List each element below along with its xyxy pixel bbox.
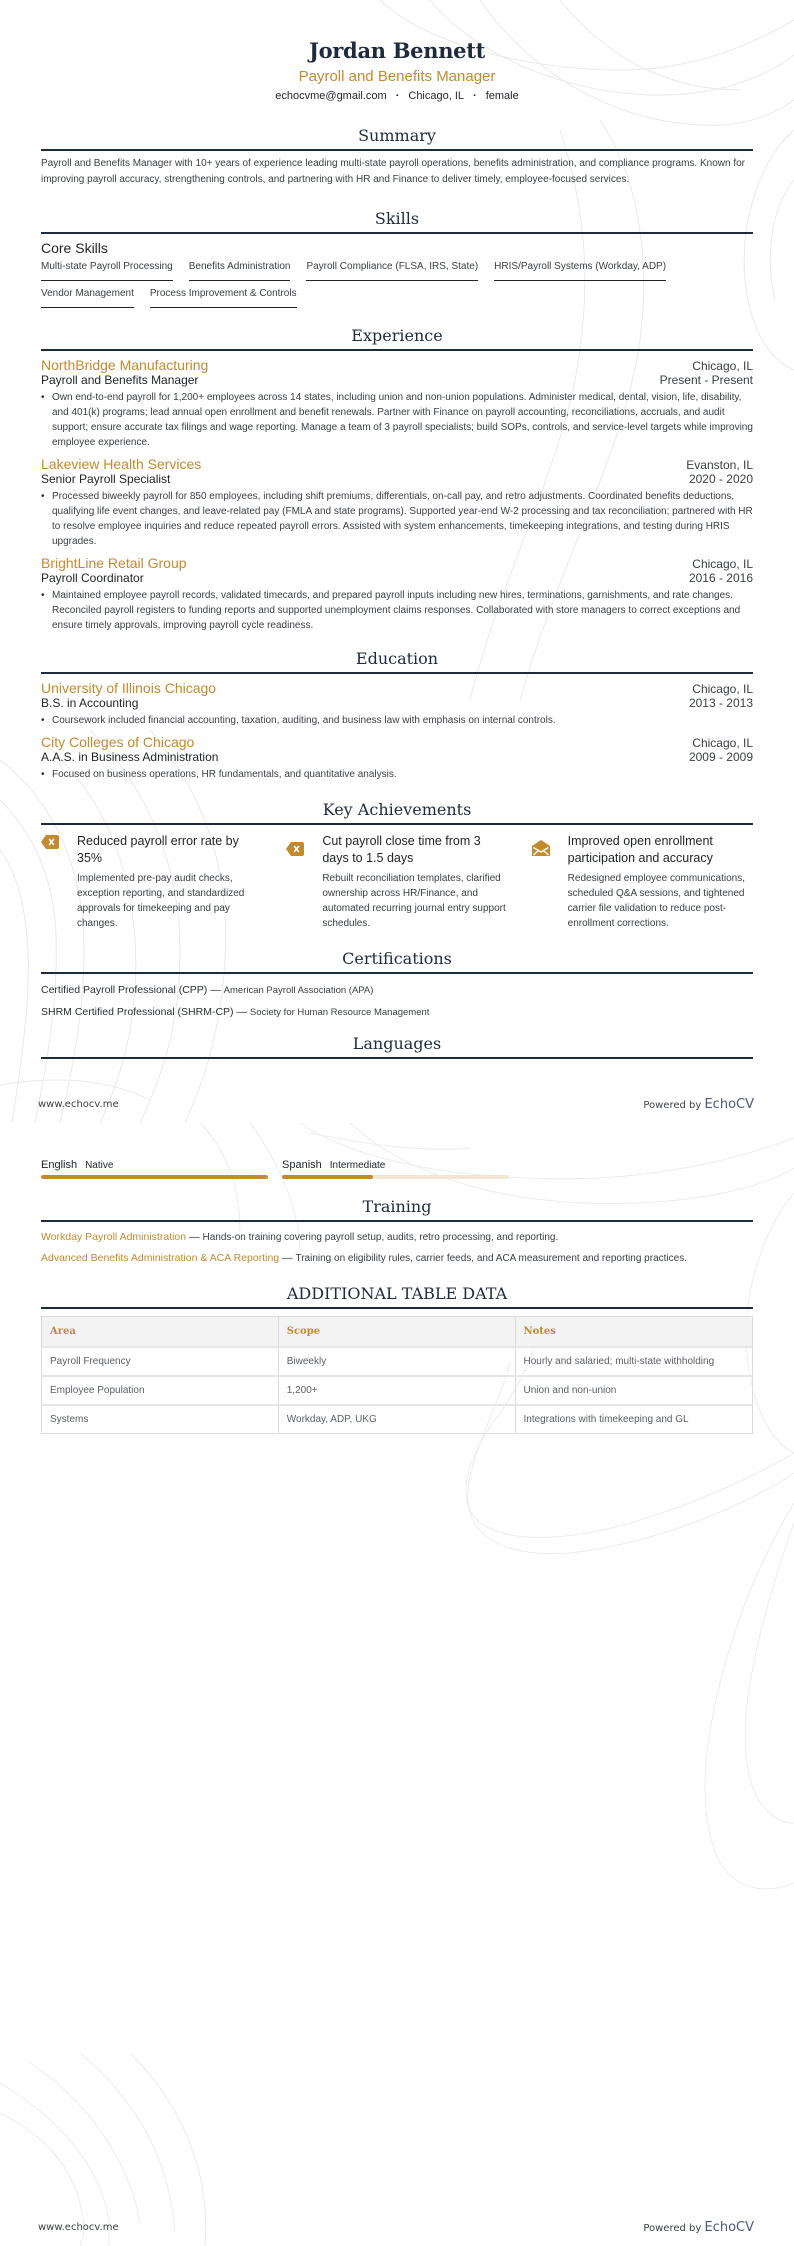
envelope-open-icon	[532, 839, 554, 931]
language-item	[41, 1159, 268, 1179]
skill-tag: Vendor Management	[41, 288, 134, 308]
section-title-achievements: Key Achievements	[41, 800, 753, 825]
experience-entry	[41, 456, 753, 549]
language-level: Native	[85, 1160, 114, 1171]
table-cell: Hourly and salaried; multi-state withholding	[515, 1347, 753, 1376]
achievement-grid	[41, 833, 753, 931]
tag-x-icon	[286, 842, 308, 931]
skill-tag: Process Improvement & Controls	[150, 288, 297, 308]
section-title-training: Training	[41, 1197, 753, 1222]
table-cell: Biweekly	[278, 1347, 515, 1376]
experience-section	[41, 326, 753, 633]
company-name: NorthBridge Manufacturing	[41, 357, 209, 373]
language-proficiency-fill	[41, 1175, 268, 1179]
school-location: Chicago, IL	[692, 736, 753, 750]
school-name: City Colleges of Chicago	[41, 734, 195, 750]
job-location: Evanston, IL	[686, 458, 753, 472]
separator-dot: ·	[473, 90, 477, 102]
job-location: Chicago, IL	[692, 359, 753, 373]
achievement-description: Implemented pre-pay audit checks, exception reporting, and standardized approvals for timekeeping and pay changes.	[77, 873, 245, 929]
table-cell: Integrations with timekeeping and GL	[515, 1405, 753, 1434]
language-proficiency-fill	[282, 1175, 373, 1179]
training-separator: —	[279, 1252, 296, 1264]
certification-name: Certified Payroll Professional (CPP)	[41, 984, 208, 996]
table-row	[42, 1347, 753, 1376]
separator-dot: ·	[395, 90, 400, 102]
training-description: Hands-on training covering payroll setup, audits, retro processing, and reporting.	[202, 1232, 559, 1243]
language-proficiency-bar	[41, 1175, 268, 1179]
achievement-item	[41, 833, 262, 931]
job-description: • Processed biweekly payroll for 850 employees, including shift premiums, differentials, on-call pay, and retro adjustments. Coordinated benefits deductions, qualifying life event changes, and leave-related pay (FMLA and state programs). Supported year-end W-2 processing and tax reconciliation; partnered with HR to resolve employee inquiries and reduce repeated payroll errors. Assisted with system enhancements, timekeeping integrations, and testing during HRIS upgrades.	[41, 489, 753, 549]
section-title-skills: Skills	[41, 209, 753, 234]
section-title-summary: Summary	[41, 126, 753, 151]
achievement-heading: Improved open enrollment participation and accuracy	[567, 834, 713, 865]
contact-location: Chicago, IL	[408, 90, 465, 102]
job-title: Payroll Coordinator	[41, 571, 144, 585]
job-description: • Own end-to-end payroll for 1,200+ employees across 14 states, including union and non-union populations. Administer medical, dental, vision, life, disability, and 401(k) programs; lead annual open enrollment and benefit renewals. Partner with Finance on payroll accounting, reconciliations, accruals, and audit support; ensure accurate tax filings and wage reporting. Manage a team of 3 payroll specialists; build SOPs, controls, and service-level targets while improving employee experience.	[41, 390, 753, 450]
education-description: • Coursework included financial accounting, taxation, auditing, and business law with emphasis on internal controls.	[41, 713, 753, 728]
languages-section-title-block	[41, 1034, 753, 1059]
candidate-name: Jordan Bennett	[308, 38, 486, 63]
powered-by-label: Powered by	[643, 2223, 705, 2234]
achievement-item	[532, 833, 753, 931]
education-entry	[41, 734, 753, 782]
certification-item	[41, 984, 753, 996]
language-list	[41, 1159, 753, 1179]
training-item	[41, 1231, 753, 1243]
degree: B.S. in Accounting	[41, 696, 139, 710]
section-title-certifications: Certifications	[41, 949, 753, 974]
school-name: University of Illinois Chicago	[41, 680, 217, 696]
company-name: BrightLine Retail Group	[41, 555, 187, 571]
contact-email[interactable]: echocvme@gmail.com	[275, 90, 387, 102]
section-title-education: Education	[41, 649, 753, 674]
training-separator: —	[186, 1231, 203, 1243]
job-location: Chicago, IL	[692, 557, 753, 571]
language-name: English	[41, 1159, 78, 1171]
table-cell: Workday, ADP, UKG	[278, 1405, 515, 1434]
certification-separator: —	[233, 1006, 250, 1018]
certification-name: SHRM Certified Professional (SHRM-CP)	[41, 1006, 234, 1018]
footer-brand-link[interactable]: EchoCV	[704, 1097, 754, 1112]
achievements-section	[41, 800, 753, 931]
table-header-area: Area	[42, 1317, 279, 1348]
school-location: Chicago, IL	[692, 682, 753, 696]
skills-group-title: Core Skills	[41, 240, 108, 256]
degree: A.A.S. in Business Administration	[41, 750, 219, 764]
language-name: Spanish	[282, 1159, 322, 1171]
table-cell: Payroll Frequency	[42, 1347, 279, 1376]
section-title-additional-table: ADDITIONAL TABLE DATA	[41, 1284, 753, 1309]
training-section	[41, 1197, 753, 1264]
training-name: Advanced Benefits Administration & ACA Reporting	[41, 1252, 280, 1264]
skill-tag: Multi-state Payroll Processing	[41, 261, 173, 281]
language-proficiency-bar	[282, 1175, 509, 1179]
footer-brand-link[interactable]: EchoCV	[704, 2220, 754, 2235]
job-title: Payroll and Benefits Manager	[41, 373, 199, 387]
section-title-experience: Experience	[41, 326, 753, 351]
certification-issuer: Society for Human Resource Management	[249, 1007, 430, 1018]
table-row	[42, 1405, 753, 1434]
skill-tag: HRIS/Payroll Systems (Workday, ADP)	[494, 261, 666, 281]
contact-line	[41, 90, 753, 102]
achievement-item	[286, 833, 507, 931]
candidate-role: Payroll and Benefits Manager	[298, 68, 496, 85]
skill-tag: Benefits Administration	[189, 261, 291, 281]
table-header-notes: Notes	[515, 1317, 753, 1348]
certification-separator: —	[207, 984, 224, 996]
page-footer	[0, 1097, 794, 1123]
job-description: • Maintained employee payroll records, validated timecards, and prepared payroll inputs including new hires, terminations, garnishments, and rate changes. Reconciled payroll registers to funding reports and supported unemployment claims responses. Collaborated with store managers to correct exceptions and ensure timely approvals, improving payroll cycle readiness.	[41, 588, 753, 633]
footer-powered-by	[643, 1097, 754, 1112]
table-cell: Systems	[42, 1405, 279, 1434]
achievement-description: Rebuilt reconciliation templates, clarified ownership across HR/Finance, and automated recurring journal entry support schedules.	[322, 873, 506, 929]
skill-tag: Payroll Compliance (FLSA, IRS, State)	[306, 261, 478, 281]
summary-section	[41, 126, 753, 187]
education-description: • Focused on business operations, HR fundamentals, and quantitative analysis.	[41, 767, 753, 782]
certification-issuer: American Payroll Association (APA)	[223, 985, 374, 996]
experience-entry	[41, 357, 753, 450]
job-dates: 2016 - 2016	[688, 571, 753, 585]
contact-gender: female	[485, 90, 519, 102]
additional-table-section	[41, 1284, 753, 1434]
education-section	[41, 649, 753, 782]
language-level: Intermediate	[329, 1160, 386, 1171]
training-description: Training on eligibility rules, carrier feeds, and ACA measurement and reporting practices.	[295, 1253, 687, 1264]
achievement-heading: Reduced payroll error rate by 35%	[77, 834, 239, 865]
table-header-row	[42, 1317, 753, 1348]
table-row	[42, 1376, 753, 1405]
certifications-section	[41, 949, 753, 1018]
company-name: Lakeview Health Services	[41, 456, 202, 472]
table-cell: Union and non-union	[515, 1376, 753, 1405]
skills-section	[41, 209, 753, 312]
table-cell: Employee Population	[42, 1376, 279, 1405]
achievement-heading: Cut payroll close time from 3 days to 1.5 days	[322, 834, 481, 865]
experience-entry	[41, 555, 753, 633]
job-title: Senior Payroll Specialist	[41, 472, 171, 486]
training-item	[41, 1252, 753, 1264]
education-dates: 2013 - 2013	[688, 696, 753, 710]
language-item	[282, 1159, 509, 1179]
certification-item	[41, 1006, 753, 1018]
tag-x-icon	[41, 835, 63, 931]
page-footer	[0, 2220, 794, 2246]
footer-site-link[interactable]: www.echocv.me	[38, 2222, 119, 2233]
table-cell: 1,200+	[278, 1376, 515, 1405]
powered-by-label: Powered by	[643, 1100, 705, 1111]
skill-list	[41, 258, 753, 312]
summary-text: Payroll and Benefits Manager with 10+ years of experience leading multi-state payroll operations, benefits administration, and compliance programs. Known for improving payroll accuracy, strengthening controls, and partnering with HR and Finance to deliver timely, employee-focused services.	[41, 158, 745, 185]
achievement-description: Redesigned employee communications, scheduled Q&A sessions, and tightened carrier file validation to reduce post-enrollment corrections.	[567, 873, 745, 929]
footer-powered-by	[643, 2220, 754, 2235]
table-header-scope: Scope	[278, 1317, 515, 1348]
section-title-languages: Languages	[41, 1034, 753, 1059]
education-entry	[41, 680, 753, 728]
additional-data-table	[41, 1316, 753, 1434]
job-dates: Present - Present	[659, 373, 753, 387]
training-name: Workday Payroll Administration	[41, 1231, 187, 1243]
education-dates: 2009 - 2009	[688, 750, 753, 764]
footer-site-link[interactable]: www.echocv.me	[38, 1099, 119, 1110]
job-dates: 2020 - 2020	[688, 472, 753, 486]
resume-page-2	[0, 1123, 794, 2246]
